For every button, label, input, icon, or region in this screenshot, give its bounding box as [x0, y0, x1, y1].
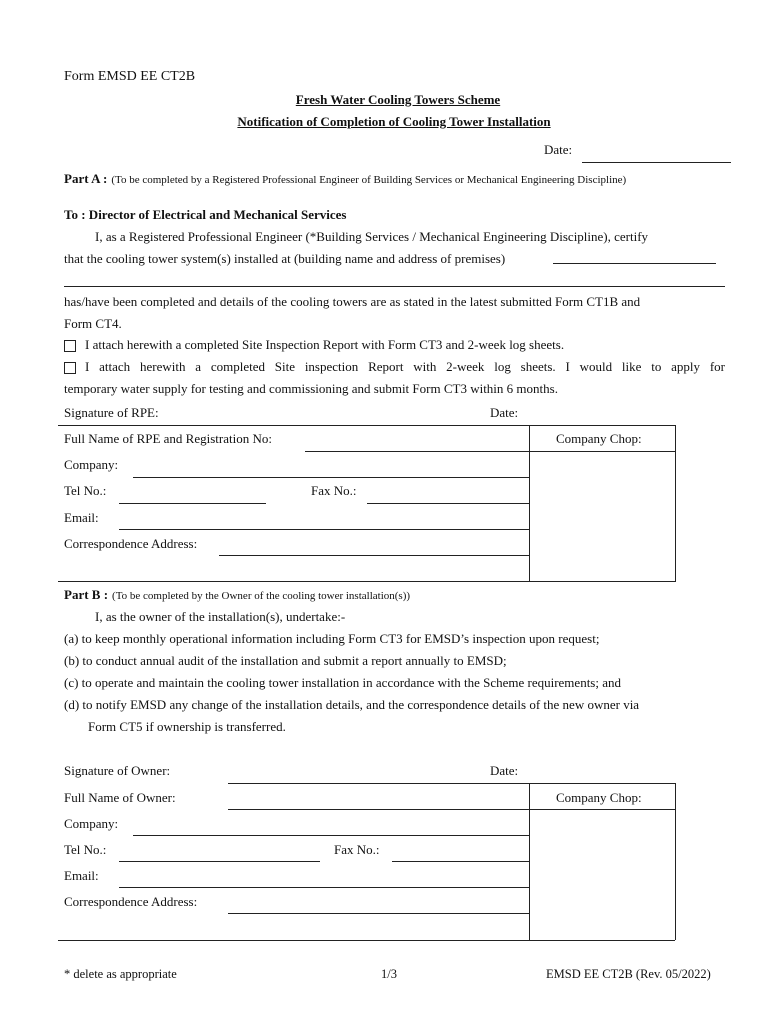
- rpe-chop-box-right: [675, 425, 676, 582]
- rpe-company-label: Company:: [64, 457, 119, 472]
- owner-address-label: Correspondence Address:: [64, 894, 198, 909]
- rpe-email-field[interactable]: [119, 529, 529, 530]
- rpe-chop-box-left: [529, 425, 530, 582]
- owner-fax-label: Fax No.:: [334, 842, 380, 857]
- rpe-company-field[interactable]: [133, 477, 529, 478]
- scheme-title: Fresh Water Cooling Towers Scheme: [295, 92, 501, 107]
- form-id: Form EMSD EE CT2B: [64, 69, 196, 84]
- owner-fullname-field[interactable]: [228, 809, 529, 810]
- certify-line-4: Form CT4.: [64, 316, 122, 331]
- rpe-fullname-field[interactable]: [305, 451, 529, 452]
- rpe-signature-field[interactable]: [58, 425, 676, 426]
- owner-date-label: Date:: [490, 763, 519, 778]
- rpe-tel-field[interactable]: [119, 503, 266, 504]
- rpe-address-field[interactable]: [219, 555, 529, 556]
- rpe-email-label: Email:: [64, 510, 99, 525]
- premises-field[interactable]: [553, 263, 716, 264]
- rpe-company-chop-area[interactable]: [531, 453, 674, 580]
- owner-chop-header-divider: [529, 809, 675, 810]
- part-b-heading-note: (To be completed by the Owner of the cooling tower installation(s)): [112, 590, 411, 602]
- certify-line-3: has/have been completed and details of the cooling towers are as stated in the latest submitted Form CT1B and: [64, 294, 641, 309]
- owner-signature-field[interactable]: [228, 783, 675, 784]
- header-date-label: Date:: [544, 142, 573, 157]
- notice-title: Notification of Completion of Cooling Tower Installation: [237, 114, 551, 129]
- part-a-heading: Part A :: [64, 171, 108, 186]
- option-2-label-line-1: I attach herewith a completed Site inspection Report with 2-week log sheets. I would like to apply for: [85, 359, 725, 374]
- part-b-heading-row: [64, 586, 410, 604]
- owner-email-field[interactable]: [119, 887, 529, 888]
- owner-email-label: Email:: [64, 868, 99, 883]
- part-a-heading-row: [64, 170, 626, 188]
- owner-tel-label: Tel No.:: [64, 842, 107, 857]
- owner-company-field[interactable]: [133, 835, 529, 836]
- certify-line-2: that the cooling tower system(s) installed at (building name and address of premises): [64, 251, 506, 266]
- owner-chop-box-right: [675, 783, 676, 940]
- owner-company-chop-area[interactable]: [531, 811, 674, 938]
- rpe-address-label: Correspondence Address:: [64, 536, 198, 551]
- undertaking-d-line-1: (d) to notify EMSD any change of the installation details, and the correspondence details of the new owner via: [64, 697, 640, 712]
- owner-address-field[interactable]: [228, 913, 529, 914]
- part-b-heading: Part B :: [64, 587, 109, 602]
- option-1-label: I attach herewith a completed Site Inspection Report with Form CT3 and 2-week log sheets.: [85, 337, 565, 352]
- premises-field-continued[interactable]: [64, 286, 725, 287]
- certify-line-1: I, as a Registered Professional Engineer (*Building Services / Mechanical Engineering Discipline), certify: [95, 229, 649, 244]
- rpe-chop-header-divider: [529, 451, 675, 452]
- undertaking-b: (b) to conduct annual audit of the installation and submit a report annually to EMSD;: [64, 653, 507, 668]
- footer-note: * delete as appropriate: [64, 967, 177, 981]
- rpe-fax-label: Fax No.:: [311, 483, 357, 498]
- rpe-fax-field[interactable]: [367, 503, 529, 504]
- header-date-field[interactable]: [582, 162, 731, 163]
- rpe-company-chop-label: Company Chop:: [556, 431, 642, 446]
- undertaking-c: (c) to operate and maintain the cooling tower installation in accordance with the Scheme requirements; and: [64, 675, 621, 690]
- option-2-checkbox[interactable]: [64, 362, 76, 374]
- rpe-date-label: Date:: [490, 405, 519, 420]
- part-a-heading-note: (To be completed by a Registered Professional Engineer of Building Services or Mechanical Engineering Discipline): [111, 174, 627, 186]
- footer-page-number: 1/3: [381, 967, 397, 981]
- undertaking-d-line-2: Form CT5 if ownership is transferred.: [88, 719, 286, 734]
- rpe-tel-label: Tel No.:: [64, 483, 107, 498]
- owner-tel-field[interactable]: [119, 861, 320, 862]
- undertaking-a: (a) to keep monthly operational information including Form CT3 for EMSD’s inspection upon request;: [64, 631, 600, 646]
- footer-revision: EMSD EE CT2B (Rev. 05/2022): [546, 967, 711, 981]
- owner-intro: I, as the owner of the installation(s), undertake:-: [95, 609, 346, 624]
- owner-fullname-label: Full Name of Owner:: [64, 790, 176, 805]
- owner-signature-label: Signature of Owner:: [64, 763, 171, 778]
- rpe-fullname-label: Full Name of RPE and Registration No:: [64, 431, 272, 446]
- rpe-signature-label: Signature of RPE:: [64, 405, 159, 420]
- owner-company-label: Company:: [64, 816, 119, 831]
- part-a-bottom-rule: [58, 581, 675, 582]
- owner-fax-field[interactable]: [392, 861, 529, 862]
- option-2-label-line-2: temporary water supply for testing and commissioning and submit Form CT3 within 6 months.: [64, 381, 558, 396]
- owner-company-chop-label: Company Chop:: [556, 790, 642, 805]
- part-b-bottom-rule: [58, 940, 675, 941]
- to-line: To : Director of Electrical and Mechanical Services: [64, 207, 347, 222]
- owner-chop-box-left: [529, 783, 530, 940]
- option-1-checkbox[interactable]: [64, 340, 76, 352]
